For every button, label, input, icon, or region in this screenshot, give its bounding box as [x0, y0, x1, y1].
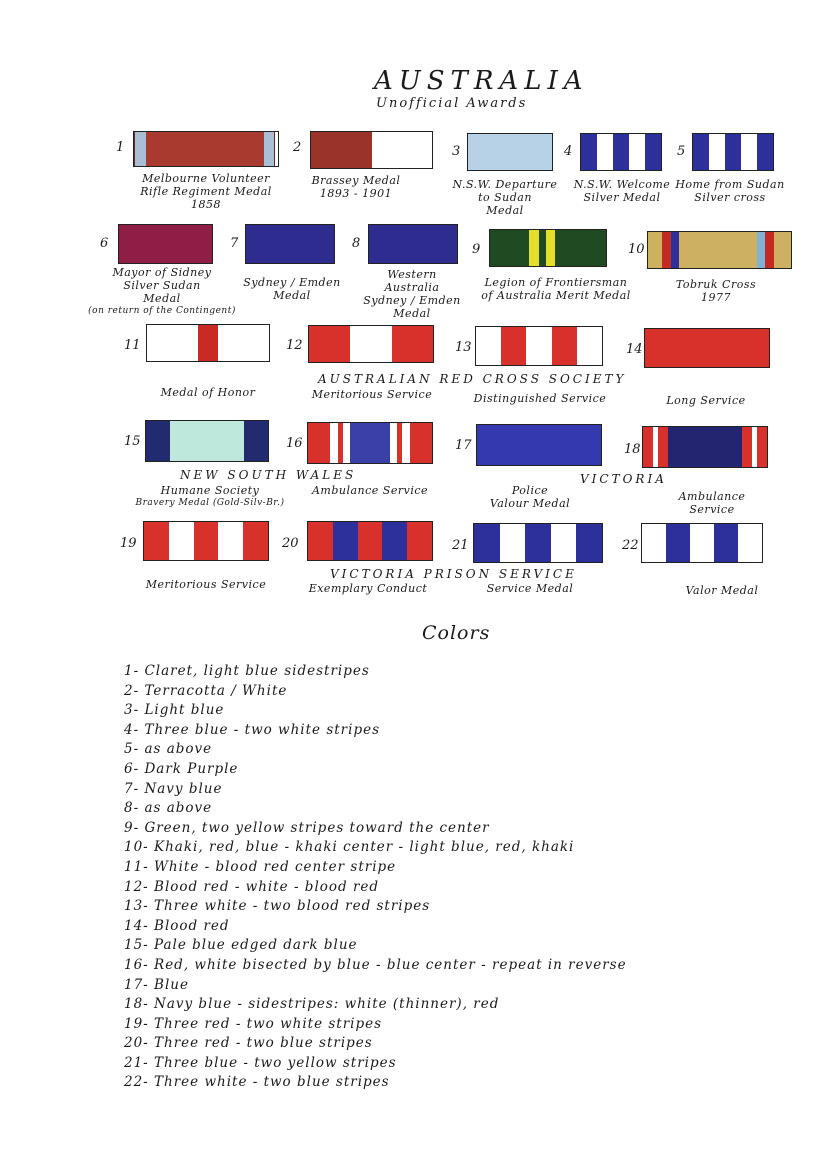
caption-line: Medal	[393, 307, 431, 320]
caption-line: Valour Medal	[489, 497, 571, 510]
caption-line: Melbourne Volunteer	[142, 172, 270, 185]
ribbon-stripe	[742, 427, 752, 467]
caption-line: Sydney / Emden	[243, 276, 341, 289]
ribbon-stripe	[244, 421, 268, 461]
medal-ribbon-13	[475, 326, 603, 366]
ribbon-stripe	[500, 524, 526, 562]
medal-ribbon-9	[489, 229, 607, 267]
ribbon-stripe	[613, 134, 629, 170]
ribbon-stripe	[546, 230, 555, 266]
caption-line: Medal	[143, 292, 181, 305]
colors-title: Colors	[422, 622, 491, 644]
caption-line: Rifle Regiment Medal	[140, 185, 272, 198]
header-prison: VICTORIA PRISON SERVICE	[330, 567, 577, 581]
medal-ribbon-18	[642, 426, 768, 468]
ribbon-stripe	[525, 524, 551, 562]
ribbon-stripe	[147, 325, 198, 361]
color-note: 17- Blue	[124, 976, 189, 993]
medal-ribbon-20	[307, 521, 433, 561]
color-note: 8- as above	[124, 800, 213, 817]
medal-number: 6	[100, 236, 109, 251]
caption-line: Distinguished Service	[473, 392, 607, 405]
ribbon-stripe	[308, 423, 330, 463]
medal-number: 21	[452, 538, 469, 553]
color-note: 10- Khaki, red, blue - khaki center - light blue, red, khaki	[124, 839, 575, 856]
medal-caption-5	[645, 178, 815, 204]
ribbon-stripe	[194, 522, 219, 560]
caption-line: Long Service	[666, 394, 746, 407]
ribbon-stripe	[119, 225, 212, 263]
color-note: 21- Three blue - two yellow stripes	[124, 1054, 397, 1071]
ribbon-stripe	[757, 134, 773, 170]
ribbon-stripe	[477, 425, 601, 465]
medal-ribbon-11	[146, 324, 270, 362]
ribbon-stripe	[501, 327, 526, 365]
medal-ribbon-16	[307, 422, 433, 464]
ribbon-stripe	[372, 132, 433, 168]
caption-line: to Sudan	[478, 191, 532, 204]
ribbon-stripe	[552, 327, 577, 365]
color-note: 18- Navy blue - sidestripes: white (thinner), red	[124, 996, 500, 1013]
caption-line: Legion of Frontiersman	[484, 276, 628, 289]
ribbon-stripe	[410, 423, 432, 463]
color-note: 19- Three red - two white stripes	[124, 1015, 383, 1032]
medal-ribbon-6	[118, 224, 213, 264]
medal-number: 18	[624, 442, 641, 457]
color-note: 7- Navy blue	[124, 780, 223, 797]
ribbon-stripe	[407, 522, 432, 560]
caption-line: N.S.W. Welcome	[573, 178, 671, 191]
medal-ribbon-21	[473, 523, 603, 563]
caption-line: Service	[689, 503, 735, 516]
medal-ribbon-14	[644, 328, 770, 368]
ribbon-stripe	[350, 326, 392, 362]
ribbon-stripe	[577, 327, 602, 365]
medal-number: 9	[472, 242, 481, 257]
medal-number: 14	[626, 342, 643, 357]
ribbon-stripe	[555, 230, 606, 266]
color-note: 3- Light blue	[124, 702, 225, 719]
ribbon-stripe	[170, 421, 243, 461]
ribbon-stripe	[274, 132, 275, 166]
medal-ribbon-22	[641, 523, 763, 563]
medal-number: 3	[452, 144, 461, 159]
ribbon-stripe	[490, 230, 529, 266]
ribbon-stripe	[643, 427, 653, 467]
medal-number: 22	[622, 538, 639, 553]
medal-ribbon-17	[476, 424, 602, 466]
ribbon-stripe	[198, 325, 218, 361]
ribbon-stripe	[539, 230, 546, 266]
medal-number: 4	[564, 144, 573, 159]
medal-number: 5	[677, 144, 686, 159]
ribbon-stripe	[658, 427, 668, 467]
ribbon-stripe	[311, 132, 372, 168]
ribbon-stripe	[243, 522, 268, 560]
medal-ribbon-1	[133, 131, 279, 167]
medal-caption-1	[121, 172, 291, 211]
ribbon-stripe	[757, 427, 767, 467]
ribbon-stripe	[671, 232, 680, 268]
medal-number: 16	[286, 436, 303, 451]
ribbon-stripe	[390, 423, 397, 463]
page-title: AUSTRALIA	[374, 66, 589, 96]
ribbon-stripe	[146, 421, 170, 461]
medal-caption-18	[627, 490, 797, 516]
ribbon-stripe	[576, 524, 602, 562]
ribbon-stripe	[308, 522, 333, 560]
medal-ribbon-8	[368, 224, 458, 264]
caption-line: Bravery Medal (Gold-Silv-Br.)	[135, 498, 285, 508]
ribbon-stripe	[350, 423, 390, 463]
medal-caption-12	[287, 388, 457, 401]
ribbon-stripe	[382, 522, 407, 560]
color-note: 1- Claret, light blue sidestripes	[124, 663, 370, 679]
caption-line: Sydney / Emden	[363, 294, 461, 307]
medal-number: 8	[352, 236, 361, 251]
ribbon-stripe	[309, 326, 350, 362]
medal-caption-16	[285, 484, 455, 497]
medal-caption-19	[121, 578, 291, 591]
caption-line: Silver cross	[694, 191, 766, 204]
medal-ribbon-3	[467, 133, 553, 171]
color-note: 2- Terracotta / White	[124, 682, 288, 699]
caption-line: Humane Society	[160, 484, 260, 497]
medal-number: 11	[124, 338, 141, 353]
medal-number: 2	[293, 140, 302, 155]
medal-ribbon-10	[647, 231, 792, 269]
ribbon-stripe	[476, 327, 501, 365]
caption-line: Silver Sudan	[123, 279, 201, 292]
ribbon-stripe	[693, 134, 709, 170]
color-note: 9- Green, two yellow stripes toward the center	[124, 819, 490, 836]
ribbon-stripe	[645, 329, 769, 367]
ribbon-stripe	[474, 524, 500, 562]
header-red-cross: AUSTRALIAN RED CROSS SOCIETY	[318, 372, 627, 386]
caption-line: 1858	[191, 198, 221, 211]
medal-caption-20	[283, 582, 453, 595]
color-note: 13- Three white - two blood red stripes	[124, 898, 431, 915]
medal-ribbon-12	[308, 325, 434, 363]
color-note: 12- Blood red - white - blood red	[124, 878, 380, 895]
medal-caption-9	[471, 276, 641, 302]
ribbon-stripe	[402, 423, 409, 463]
ribbon-stripe	[662, 232, 671, 268]
header-victoria: VICTORIA	[580, 472, 667, 486]
caption-line: Tobruk Cross	[675, 278, 757, 291]
medal-caption-10	[631, 278, 801, 304]
ribbon-stripe	[765, 232, 774, 268]
ribbon-stripe	[581, 134, 597, 170]
color-note: 14- Blood red	[124, 917, 230, 934]
caption-line: of Australia Merit Medal	[481, 289, 631, 302]
ribbon-stripe	[597, 134, 613, 170]
medal-number: 13	[455, 340, 472, 355]
caption-line: Ambulance Service	[311, 484, 429, 497]
ribbon-stripe	[392, 326, 433, 362]
ribbon-stripe	[358, 522, 383, 560]
page-subtitle: Unofficial Awards	[376, 96, 528, 111]
ribbon-stripe	[629, 134, 645, 170]
caption-line: Mayor of Sidney	[112, 266, 212, 279]
caption-line: Meritorious Service	[311, 388, 433, 401]
ribbon-stripe	[774, 232, 791, 268]
ribbon-stripe	[666, 524, 690, 562]
ribbon-stripe	[645, 134, 661, 170]
ribbon-stripe	[642, 524, 666, 562]
medal-ribbon-5	[692, 133, 774, 171]
caption-line: Home from Sudan	[675, 178, 785, 191]
caption-line: Western	[387, 268, 437, 281]
caption-line: (on return of the Contingent)	[88, 306, 236, 316]
header-nsw: NEW SOUTH WALES	[180, 468, 357, 482]
caption-line: Ambulance	[678, 490, 746, 503]
caption-line: Silver Medal	[583, 191, 661, 204]
caption-line: Medal	[486, 204, 524, 217]
medal-number: 15	[124, 434, 141, 449]
caption-line: 1893 - 1901	[319, 187, 393, 200]
ribbon-stripe	[264, 132, 274, 166]
ribbon-stripe	[333, 522, 358, 560]
medal-number: 17	[455, 438, 472, 453]
ribbon-stripe	[218, 325, 269, 361]
ribbon-stripe	[551, 524, 577, 562]
caption-line: Medal of Honor	[160, 386, 256, 399]
ribbon-stripe	[369, 225, 457, 263]
medal-number: 10	[628, 242, 645, 257]
ribbon-stripe	[146, 132, 264, 166]
color-note: 15- Pale blue edged dark blue	[124, 937, 358, 954]
ribbon-stripe	[714, 524, 738, 562]
color-notes-list	[124, 662, 627, 1093]
medal-caption-21	[445, 582, 615, 595]
caption-line: 1977	[701, 291, 731, 304]
medal-caption-11	[123, 386, 293, 399]
ribbon-stripe	[135, 132, 145, 166]
medal-number: 20	[282, 536, 299, 551]
ribbon-stripe	[738, 524, 762, 562]
color-note: 11- White - blood red center stripe	[124, 858, 397, 875]
ribbon-stripe	[529, 230, 538, 266]
ribbon-stripe	[709, 134, 725, 170]
caption-line: N.S.W. Departure	[452, 178, 558, 191]
medal-caption-22	[637, 584, 807, 597]
medal-ribbon-19	[143, 521, 269, 561]
color-note: 16- Red, white bisected by blue - blue center - repeat in reverse	[124, 956, 627, 973]
ribbon-stripe	[468, 134, 552, 170]
ribbon-stripe	[679, 232, 756, 268]
medal-number: 1	[116, 140, 125, 155]
ribbon-stripe	[169, 522, 194, 560]
caption-line: Police	[511, 484, 549, 497]
ribbon-stripe	[144, 522, 169, 560]
caption-line: Exemplary Conduct	[308, 582, 428, 595]
ribbon-stripe	[246, 225, 334, 263]
medal-ribbon-4	[580, 133, 662, 171]
medal-ribbon-7	[245, 224, 335, 264]
ribbon-stripe	[690, 524, 714, 562]
ribbon-stripe	[741, 134, 757, 170]
color-note: 22- Three white - two blue stripes	[124, 1074, 390, 1091]
caption-line: Meritorious Service	[145, 578, 267, 591]
medal-caption-14	[621, 394, 791, 407]
color-note: 6- Dark Purple	[124, 760, 239, 777]
medal-caption-2	[271, 174, 441, 200]
medal-number: 12	[286, 338, 303, 353]
medal-number: 19	[120, 536, 137, 551]
ribbon-stripe	[343, 423, 350, 463]
medal-caption-17	[445, 484, 615, 510]
color-note: 5- as above	[124, 741, 213, 758]
ribbon-stripe	[725, 134, 741, 170]
ribbon-stripe	[648, 232, 662, 268]
ribbon-stripe	[668, 427, 742, 467]
medal-ribbon-15	[145, 420, 269, 462]
caption-line: Australia	[384, 281, 440, 294]
ribbon-stripe	[526, 327, 551, 365]
caption-line: Valor Medal	[685, 584, 759, 597]
caption-line: Brassey Medal	[311, 174, 401, 187]
ribbon-stripe	[330, 423, 337, 463]
medal-caption-15	[125, 484, 295, 510]
caption-line: Service Medal	[486, 582, 574, 595]
medal-caption-13	[455, 392, 625, 405]
caption-line: Medal	[273, 289, 311, 302]
color-note: 20- Three red - two blue stripes	[124, 1035, 373, 1052]
ribbon-stripe	[757, 232, 766, 268]
medal-number: 7	[230, 236, 239, 251]
color-note: 4- Three blue - two white stripes	[124, 721, 381, 738]
ribbon-stripe	[218, 522, 243, 560]
medal-ribbon-2	[310, 131, 433, 169]
